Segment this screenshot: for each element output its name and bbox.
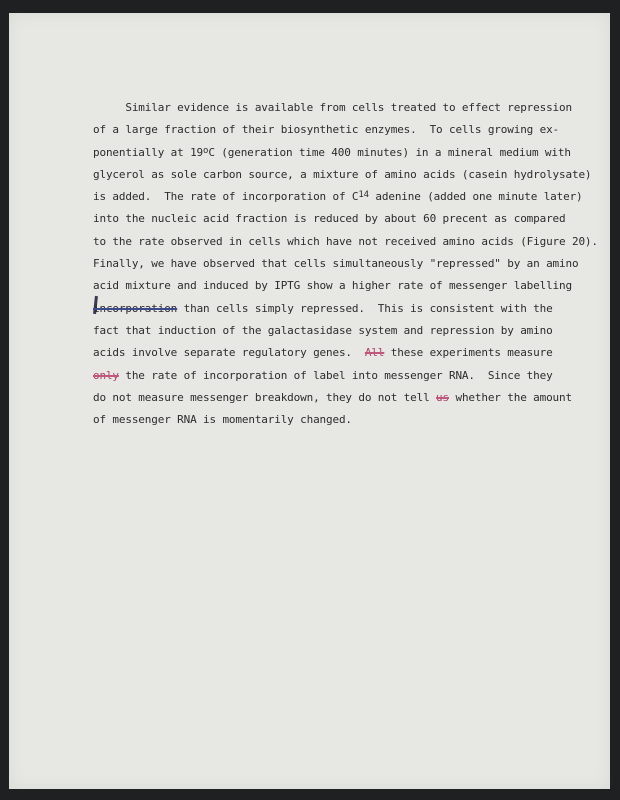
- text-line: [93, 275, 572, 297]
- text-line: [93, 342, 563, 364]
- text-line-post: than cells simply repressed. This is consistent with the: [177, 301, 553, 315]
- text-line-pre: of a large fraction of their biosynthetic enzymes. To cells growing ex-: [93, 123, 560, 137]
- text-line-post: these experiments measure: [384, 346, 553, 360]
- text-line: [93, 387, 572, 409]
- text-line: [93, 119, 563, 141]
- text-line-strike-pink: us: [436, 390, 449, 404]
- typed-paragraph: [93, 97, 598, 431]
- text-line: [93, 186, 583, 208]
- text-line-pre: do not measure messenger breakdown, they do not tell: [93, 390, 437, 404]
- text-line-pre: of messenger RNA is momentarily changed.: [93, 413, 352, 427]
- text-line-post: adenine (added one minute later): [368, 190, 583, 204]
- text-line-pre: glycerol as sole carbon source, a mixture of amino acids (casein hydrolysate): [93, 167, 592, 181]
- text-line-sup: o: [203, 145, 209, 156]
- text-line-sup: 14: [358, 190, 369, 201]
- text-line-strike-pink: only: [93, 368, 119, 382]
- text-line-post: C (generation time 400 minutes) in a mineral medium with: [208, 145, 571, 159]
- text-line-pre: ponentially at 19: [93, 145, 204, 159]
- text-line: [93, 409, 563, 431]
- text-line-pre: into the nucleic acid fraction is reduced by about 60 precent as compared: [93, 212, 566, 226]
- text-line-pre: acids involve separate regulatory genes.: [93, 346, 365, 360]
- text-line-strike-blue: incorporation: [93, 301, 178, 315]
- text-line-pre: is added. The rate of incorporation of C: [93, 190, 359, 204]
- text-line: [93, 97, 572, 119]
- document-page: [9, 13, 610, 789]
- text-line: [93, 253, 579, 275]
- text-line-pre: fact that induction of the galactasidase system and repression by amino: [93, 323, 553, 337]
- text-line: [93, 365, 563, 387]
- text-line: [93, 164, 592, 186]
- text-line: [93, 231, 598, 253]
- text-line-pre: to the rate observed in cells which have not received amino acids (Figure 20).: [93, 234, 598, 248]
- text-line: [93, 298, 563, 320]
- text-line: [93, 208, 566, 230]
- text-line-pre: Similar evidence is available from cells treated to effect repression: [93, 101, 572, 114]
- text-line-pre: acid mixture and induced by IPTG show a higher rate of messenger labelling: [93, 279, 572, 293]
- text-line-post: the rate of incorporation of label into messenger RNA. Since they: [118, 368, 553, 382]
- text-line: [93, 142, 571, 164]
- text-line-pre: Finally, we have observed that cells simultaneously "repressed" by an amino: [93, 257, 579, 271]
- text-line-post: whether the amount: [449, 390, 572, 404]
- text-line-strike-pink: All: [364, 346, 385, 360]
- text-line: [93, 320, 563, 342]
